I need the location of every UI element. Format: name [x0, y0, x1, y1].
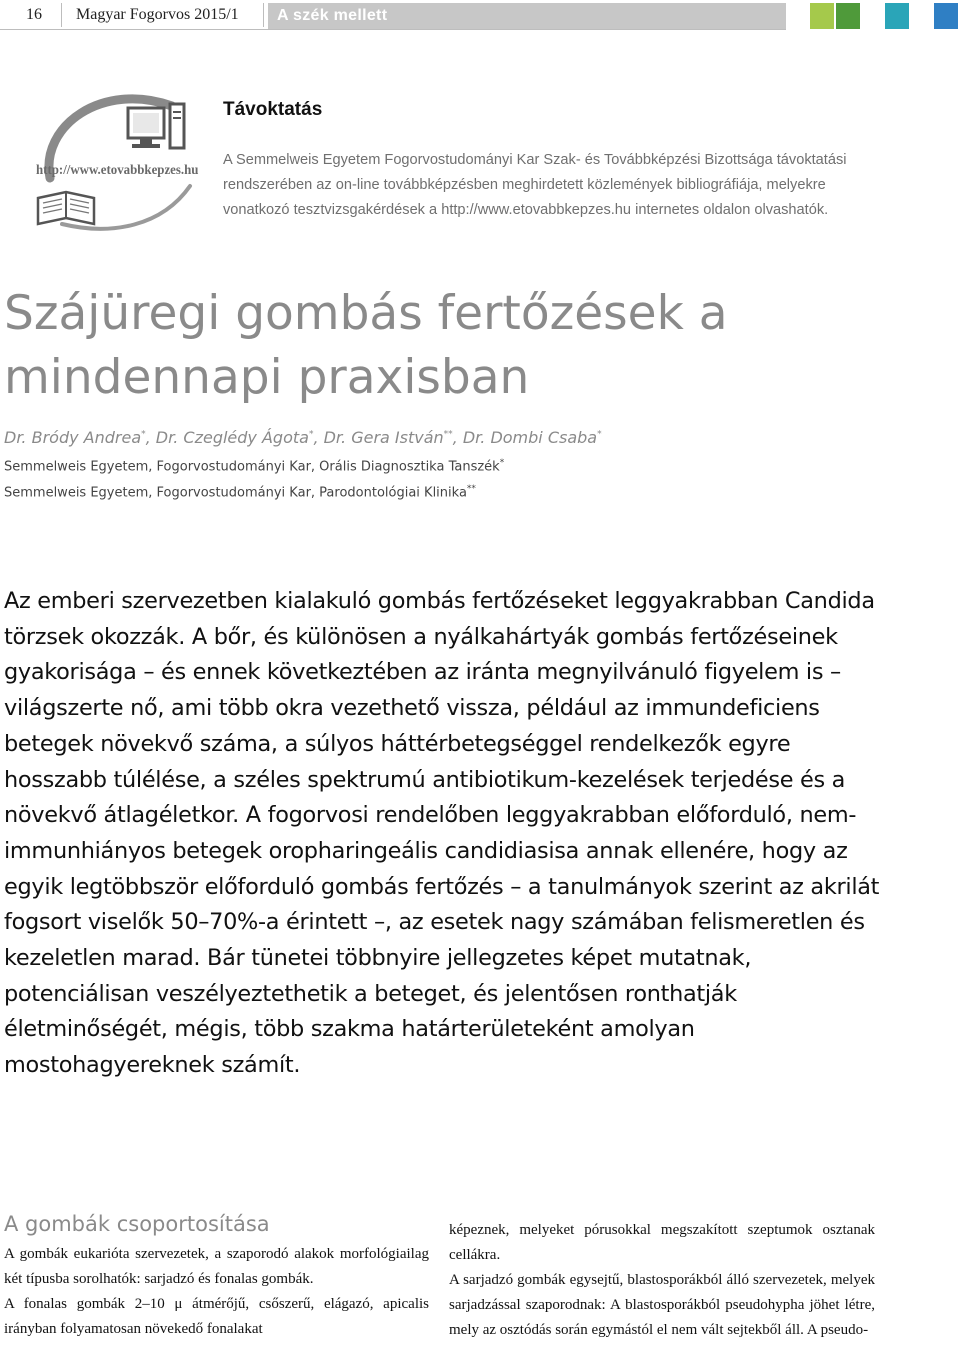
- paragraph: A fonalas gombák 2–10 μ átmérőjű, csőszerű, elágazó, apicalis irányban folyamatosan növekedő fonalakat: [4, 1296, 429, 1337]
- distance-learning-text: A Semmelweis Egyetem Fogorvostudományi Kar Szak- és Továbbképzési Bizottsága távoktatási rendszerében az on-line továbbképzésben meghirdetett közlemények bibliográfiája, melyekre vonatkozó tesztvizsgakérdések a http://www.etovabbkepzes.hu internetes oldalon olvashatók.: [223, 152, 847, 218]
- color-square-green: [836, 3, 860, 29]
- affiliation-mark: *: [597, 429, 602, 440]
- header-divider: [263, 3, 264, 27]
- color-square-lightgreen: [810, 3, 834, 29]
- article-title: [4, 282, 924, 410]
- paragraph: A sarjadzó gombák egysejtű, blastosporákból álló szervezetek, melyek sarjadzással szaporodnak: A blastosporákból pseudohypha jöhet létre, mely az osztódás során egymástól el nem vált sejtekből áll. A pseudo-: [449, 1272, 875, 1338]
- paragraph: képeznek, melyeket pórusokkal megszakított szeptumok osztanak cellákra.: [449, 1222, 875, 1263]
- affiliation-1: Semmelweis Egyetem, Fogorvostudományi Kar, Orális Diagnosztika Tanszék*: [4, 458, 505, 475]
- page-number: 16: [26, 6, 42, 23]
- color-square-teal: [885, 3, 909, 29]
- affiliation-mark: *: [308, 429, 314, 440]
- distance-learning-title: Távoktatás: [223, 99, 323, 120]
- color-square-blue: [934, 3, 958, 29]
- header-rule: [0, 29, 786, 30]
- author-name: Dr. Dombi Csaba: [462, 428, 598, 447]
- article-title-line1: Szájüregi gombás fertőzések a: [4, 286, 728, 341]
- paragraph: A gombák eukarióta szervezetek, a szaporodó alakok morfológiailag két típusba sorolhatók: sarjadzó és fonalas gombák.: [4, 1246, 429, 1287]
- affiliation-mark: *: [141, 429, 146, 440]
- section-label: A szék mellett: [277, 7, 388, 24]
- section-banner: [268, 3, 786, 29]
- affiliation-2: Semmelweis Egyetem, Fogorvostudományi Kar, Parodontológiai Klinika**: [4, 484, 476, 501]
- author-name: Dr. Bródy Andrea: [4, 428, 142, 447]
- computer-icon: [128, 104, 184, 148]
- header-divider: [61, 3, 62, 27]
- book-icon: [38, 192, 94, 224]
- logo-url: http://www.etovabbkepzes.hu: [36, 163, 199, 178]
- article-title-line2: mindennapi praxisban: [4, 350, 530, 405]
- author-name: Dr. Gera István: [323, 428, 444, 447]
- section-heading: A gombák csoportosítása: [4, 1212, 270, 1236]
- body-column-right: [449, 1218, 875, 1343]
- page-header: [0, 0, 960, 30]
- journal-name: Magyar Fogorvos 2015/1: [76, 6, 239, 23]
- abstract: Az emberi szervezetben kialakuló gombás fertőzéseket leggyakrabban Candida törzsek okozzák. A bőr, és különösen a nyálkahártyák gombás fertőzéseinek gyakorisága – és ennek következtében az iránta megnyilvánuló figyelem is – világszerte nő, ami több okra vezethető vissza, például az immundeficiens betegek növekvő száma, a súlyos háttérbetegséggel rendelkezők egyre hosszabb túlélése, a széles spektrumú antibiotikum-kezelések terjedése és a növekvő átlagéletkor. A fogorvosi rendelőben leggyakrabban előforduló, nem-immunhiányos betegek oropharingeális candidiasisa annak ellenére, hogy az egyik legtöbbször előforduló gombás fertőzés – a tanulmányok szerint az akrilát fogsort viselők 50–70%-a érintett –, az esetek nagy számában felismeretlen és kezeletlen marad. Bár tünetei többnyire jellegzetes képet mutatnak, potenciálisan veszélyeztethetik a beteget, és jelentősen ronthatják életminőségét, mégis, több szakma határterületeként amolyan mostohagyereknek számít.: [4, 588, 880, 1079]
- author-name: Dr. Czeglédy Ágota: [155, 428, 309, 447]
- affiliation-mark: **: [443, 429, 453, 440]
- body-column-left: [4, 1242, 429, 1342]
- author-list: Dr. Bródy Andrea*, Dr. Czeglédy Ágota*, Dr. Gera István**, Dr. Dombi Csaba*: [4, 428, 602, 447]
